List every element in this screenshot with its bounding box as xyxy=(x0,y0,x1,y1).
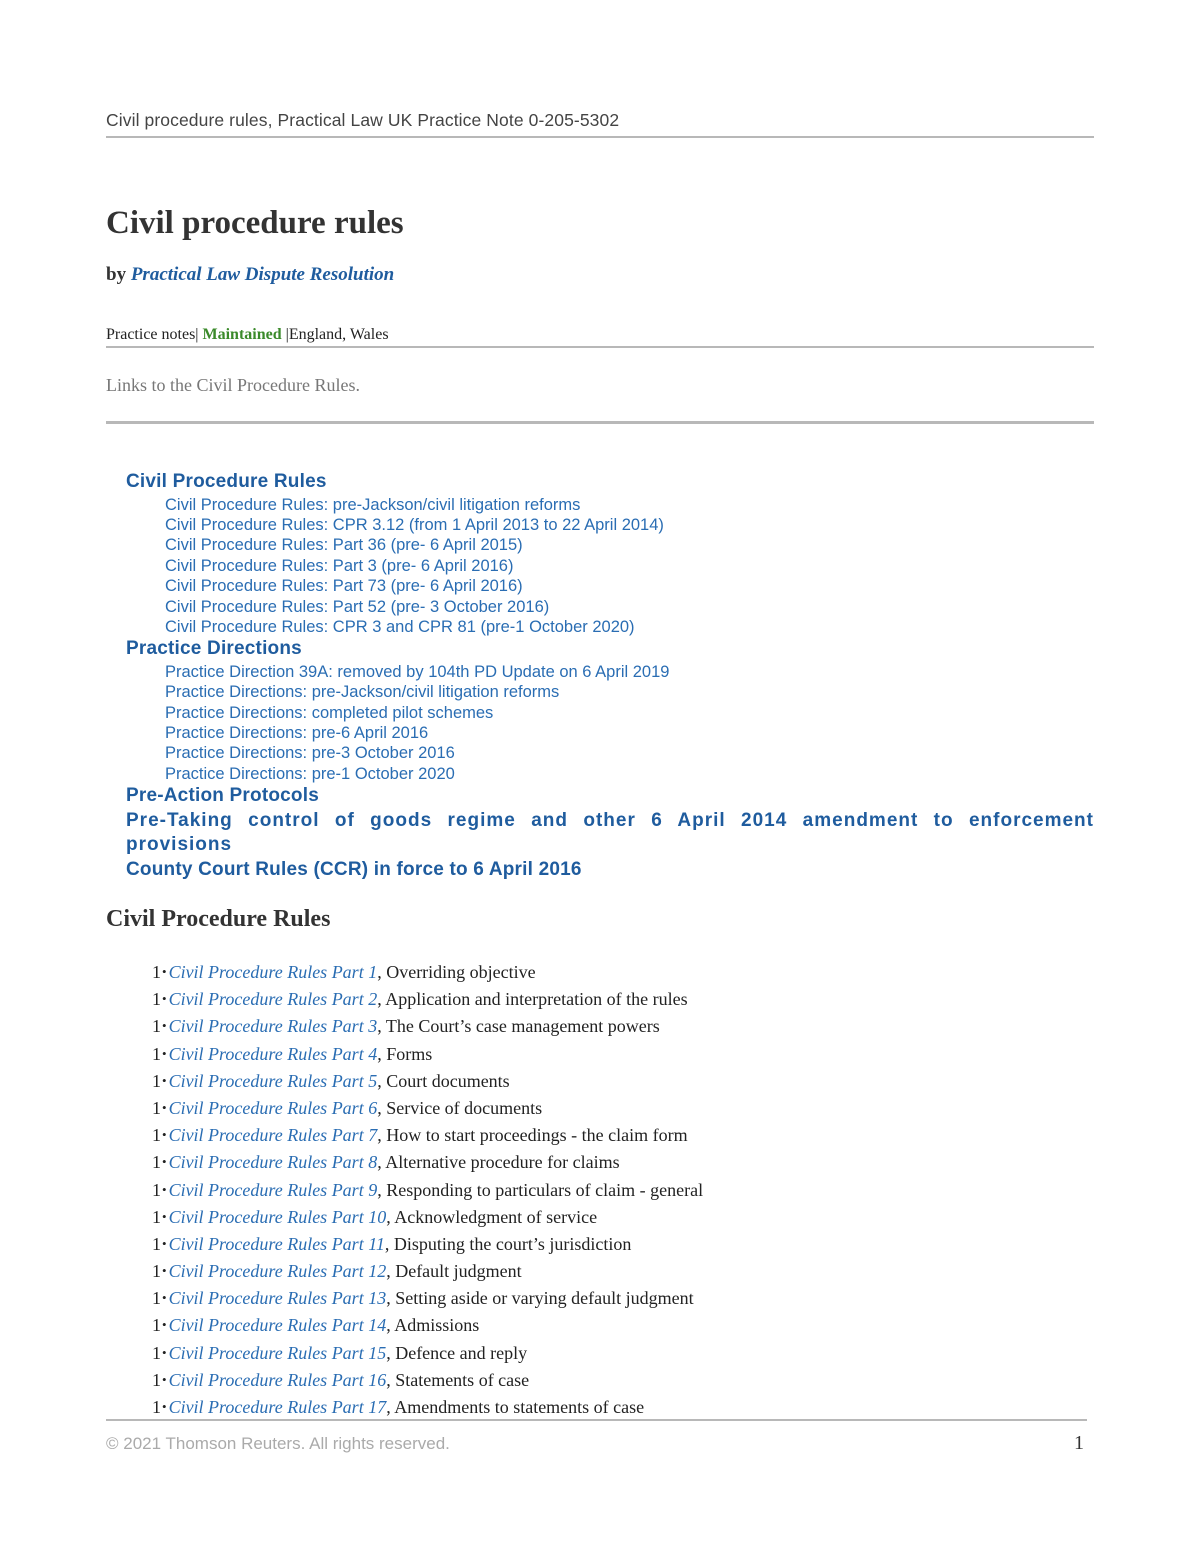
toc-subsection-link[interactable]: Practice Directions: pre-Jackson/civil litigation reforms xyxy=(165,683,560,702)
meta-separator: | xyxy=(285,326,289,343)
list-item xyxy=(152,1232,703,1259)
bullet-icon: • xyxy=(162,1263,167,1279)
document-meta xyxy=(106,326,389,344)
list-number: 1 xyxy=(152,1152,161,1173)
list-number: 1 xyxy=(152,1261,161,1282)
list-item xyxy=(152,1123,703,1150)
toc-subsection-link[interactable]: Practice Directions: pre-3 October 2016 xyxy=(165,744,455,763)
cpr-part-link[interactable]: Civil Procedure Rules Part 17 xyxy=(168,1397,387,1417)
bullet-icon: • xyxy=(162,1235,167,1251)
cpr-part-description: , Amendments to statements of case xyxy=(386,1397,645,1417)
cpr-part-link[interactable]: Civil Procedure Rules Part 11 xyxy=(168,1233,385,1254)
author-link[interactable]: Practical Law Dispute Resolution xyxy=(130,264,395,285)
bullet-icon: • xyxy=(162,1127,167,1143)
byline-prefix: by xyxy=(106,264,127,285)
cpr-part-link[interactable]: Civil Procedure Rules Part 4 xyxy=(168,1043,378,1064)
cpr-part-link[interactable]: Civil Procedure Rules Part 8 xyxy=(168,1152,378,1173)
list-item xyxy=(152,1178,703,1205)
cpr-part-link[interactable]: Civil Procedure Rules Part 15 xyxy=(168,1342,387,1363)
list-number: 1 xyxy=(152,1043,161,1064)
list-number: 1 xyxy=(152,1369,161,1390)
cpr-part-link[interactable]: Civil Procedure Rules Part 6 xyxy=(168,1097,378,1118)
toc-subsection-link[interactable]: Civil Procedure Rules: CPR 3 and CPR 81 (pre-1 October 2020) xyxy=(165,617,635,636)
bullet-icon: • xyxy=(162,1290,167,1306)
bullet-icon: • xyxy=(162,991,167,1007)
cpr-part-link[interactable]: Civil Procedure Rules Part 1 xyxy=(168,962,378,982)
list-number: 1 xyxy=(152,989,161,1010)
cpr-part-link[interactable]: Civil Procedure Rules Part 12 xyxy=(168,1261,387,1282)
list-item xyxy=(152,1259,703,1286)
bullet-icon: • xyxy=(162,1154,167,1170)
bullet-icon: • xyxy=(162,1099,167,1115)
toc-section-link[interactable]: Civil Procedure Rules xyxy=(126,471,327,492)
list-number: 1 xyxy=(152,1397,161,1417)
list-number: 1 xyxy=(152,1315,161,1336)
bullet-icon: • xyxy=(162,1072,167,1088)
document-type: Practice notes xyxy=(106,326,196,343)
meta-divider xyxy=(106,346,1094,348)
list-item xyxy=(152,1313,703,1340)
cpr-part-description: , How to start proceedings - the claim form xyxy=(377,1125,688,1146)
toc-subsection-link[interactable]: Practice Directions: pre-6 April 2016 xyxy=(165,724,429,743)
cpr-part-link[interactable]: Civil Procedure Rules Part 2 xyxy=(168,989,378,1010)
cpr-part-description: , Alternative procedure for claims xyxy=(377,1152,620,1173)
list-item xyxy=(152,1341,703,1368)
list-number: 1 xyxy=(152,1125,161,1146)
list-item xyxy=(152,1096,703,1123)
cpr-part-description: , Disputing the court’s jurisdiction xyxy=(384,1233,632,1254)
list-number: 1 xyxy=(152,1342,161,1363)
cpr-part-link[interactable]: Civil Procedure Rules Part 13 xyxy=(168,1288,387,1309)
section-heading: Civil Procedure Rules xyxy=(106,906,331,932)
list-item xyxy=(152,1286,703,1313)
jurisdiction: England, Wales xyxy=(288,326,389,343)
toc-subsection-link[interactable]: Civil Procedure Rules: CPR 3.12 (from 1 April 2013 to 22 April 2014) xyxy=(165,515,664,534)
bullet-icon: • xyxy=(162,1371,167,1387)
toc-subsection-link[interactable]: Civil Procedure Rules: Part 36 (pre- 6 April 2015) xyxy=(165,536,523,555)
cpr-part-description: , Court documents xyxy=(377,1070,510,1091)
cpr-part-link[interactable]: Civil Procedure Rules Part 5 xyxy=(168,1070,378,1091)
cpr-part-description: , Default judgment xyxy=(386,1261,522,1282)
running-header: Civil procedure rules, Practical Law UK Practice Note 0-205-5302 xyxy=(106,110,620,130)
table-of-contents xyxy=(126,470,1094,882)
meta-separator: | xyxy=(195,326,199,343)
cpr-part-link[interactable]: Civil Procedure Rules Part 16 xyxy=(168,1369,387,1390)
list-item xyxy=(152,960,703,987)
abstract-divider xyxy=(106,421,1094,424)
bullet-icon: • xyxy=(162,1018,167,1034)
toc-subsection-link[interactable]: Practice Directions: pre-1 October 2020 xyxy=(165,764,455,783)
cpr-part-description: , Service of documents xyxy=(377,1097,543,1118)
cpr-part-description: , Admissions xyxy=(386,1315,480,1336)
maintained-status: Maintained xyxy=(202,326,282,343)
abstract: Links to the Civil Procedure Rules. xyxy=(106,375,360,395)
cpr-part-description: , Application and interpretation of the rules xyxy=(377,989,688,1010)
list-number: 1 xyxy=(152,1097,161,1118)
bullet-icon: • xyxy=(162,1208,167,1224)
list-number: 1 xyxy=(152,1070,161,1091)
list-item xyxy=(152,1150,703,1177)
list-item xyxy=(152,1205,703,1232)
list-item xyxy=(152,1069,703,1096)
cpr-part-link[interactable]: Civil Procedure Rules Part 14 xyxy=(168,1315,387,1336)
bullet-icon: • xyxy=(162,964,167,979)
toc-subsection-link[interactable]: Practice Directions: completed pilot schemes xyxy=(165,703,494,722)
list-number: 1 xyxy=(152,1179,161,1200)
bullet-icon: • xyxy=(162,1317,167,1333)
list-number: 1 xyxy=(152,1233,161,1254)
toc-section-link[interactable]: Practice Directions xyxy=(126,638,302,660)
header-divider xyxy=(106,136,1094,138)
cpr-part-link[interactable]: Civil Procedure Rules Part 10 xyxy=(168,1206,387,1227)
cpr-part-link[interactable]: Civil Procedure Rules Part 3 xyxy=(168,1016,378,1037)
toc-section-link[interactable]: Pre-Taking control of goods regime and other 6 April 2014 amendment to enforcement provisions xyxy=(126,809,1094,856)
bullet-icon: • xyxy=(162,1181,167,1197)
copyright: © 2021 Thomson Reuters. All rights reserved. xyxy=(106,1434,450,1453)
toc-subsection-link[interactable]: Practice Direction 39A: removed by 104th PD Update on 6 April 2019 xyxy=(165,662,670,681)
cpr-part-link[interactable]: Civil Procedure Rules Part 9 xyxy=(168,1179,378,1200)
cpr-part-description: , Forms xyxy=(377,1043,433,1064)
cpr-part-description: , Defence and reply xyxy=(386,1342,528,1363)
cpr-part-description: , Statements of case xyxy=(386,1369,530,1390)
list-item xyxy=(152,1014,703,1041)
toc-section-link[interactable]: County Court Rules (CCR) in force to 6 April 2016 xyxy=(126,858,582,880)
page-number: 1 xyxy=(1074,1432,1084,1454)
cpr-part-description: , Overriding objective xyxy=(377,962,536,982)
list-item xyxy=(152,1042,703,1069)
footer-divider xyxy=(106,1419,1087,1421)
bullet-icon: • xyxy=(162,1045,167,1061)
toc-subsection-link[interactable]: Civil Procedure Rules: Part 3 (pre- 6 April 2016) xyxy=(165,556,514,575)
bullet-icon: • xyxy=(162,1399,167,1414)
cpr-part-description: , The Court’s case management powers xyxy=(377,1016,660,1037)
document-title: Civil procedure rules xyxy=(106,205,404,241)
list-number: 1 xyxy=(152,1206,161,1227)
cpr-part-description: , Responding to particulars of claim - general xyxy=(377,1179,704,1200)
bullet-icon: • xyxy=(162,1344,167,1360)
list-item xyxy=(152,987,703,1014)
cpr-part-description: , Setting aside or varying default judgment xyxy=(386,1288,694,1309)
list-number: 1 xyxy=(152,1288,161,1309)
cpr-part-link[interactable]: Civil Procedure Rules Part 7 xyxy=(168,1125,378,1146)
toc-section-link[interactable]: Pre-Action Protocols xyxy=(126,785,319,807)
cpr-part-description: , Acknowledgment of service xyxy=(386,1206,598,1227)
cpr-parts-list xyxy=(152,960,703,1422)
list-number: 1 xyxy=(152,1016,161,1037)
toc-subsection-link[interactable]: Civil Procedure Rules: pre-Jackson/civil litigation reforms xyxy=(165,495,581,514)
list-item xyxy=(152,1368,703,1395)
byline xyxy=(106,264,394,286)
toc-subsection-link[interactable]: Civil Procedure Rules: Part 73 (pre- 6 April 2016) xyxy=(165,577,523,596)
list-number: 1 xyxy=(152,962,161,982)
toc-subsection-link[interactable]: Civil Procedure Rules: Part 52 (pre- 3 October 2016) xyxy=(165,597,550,616)
